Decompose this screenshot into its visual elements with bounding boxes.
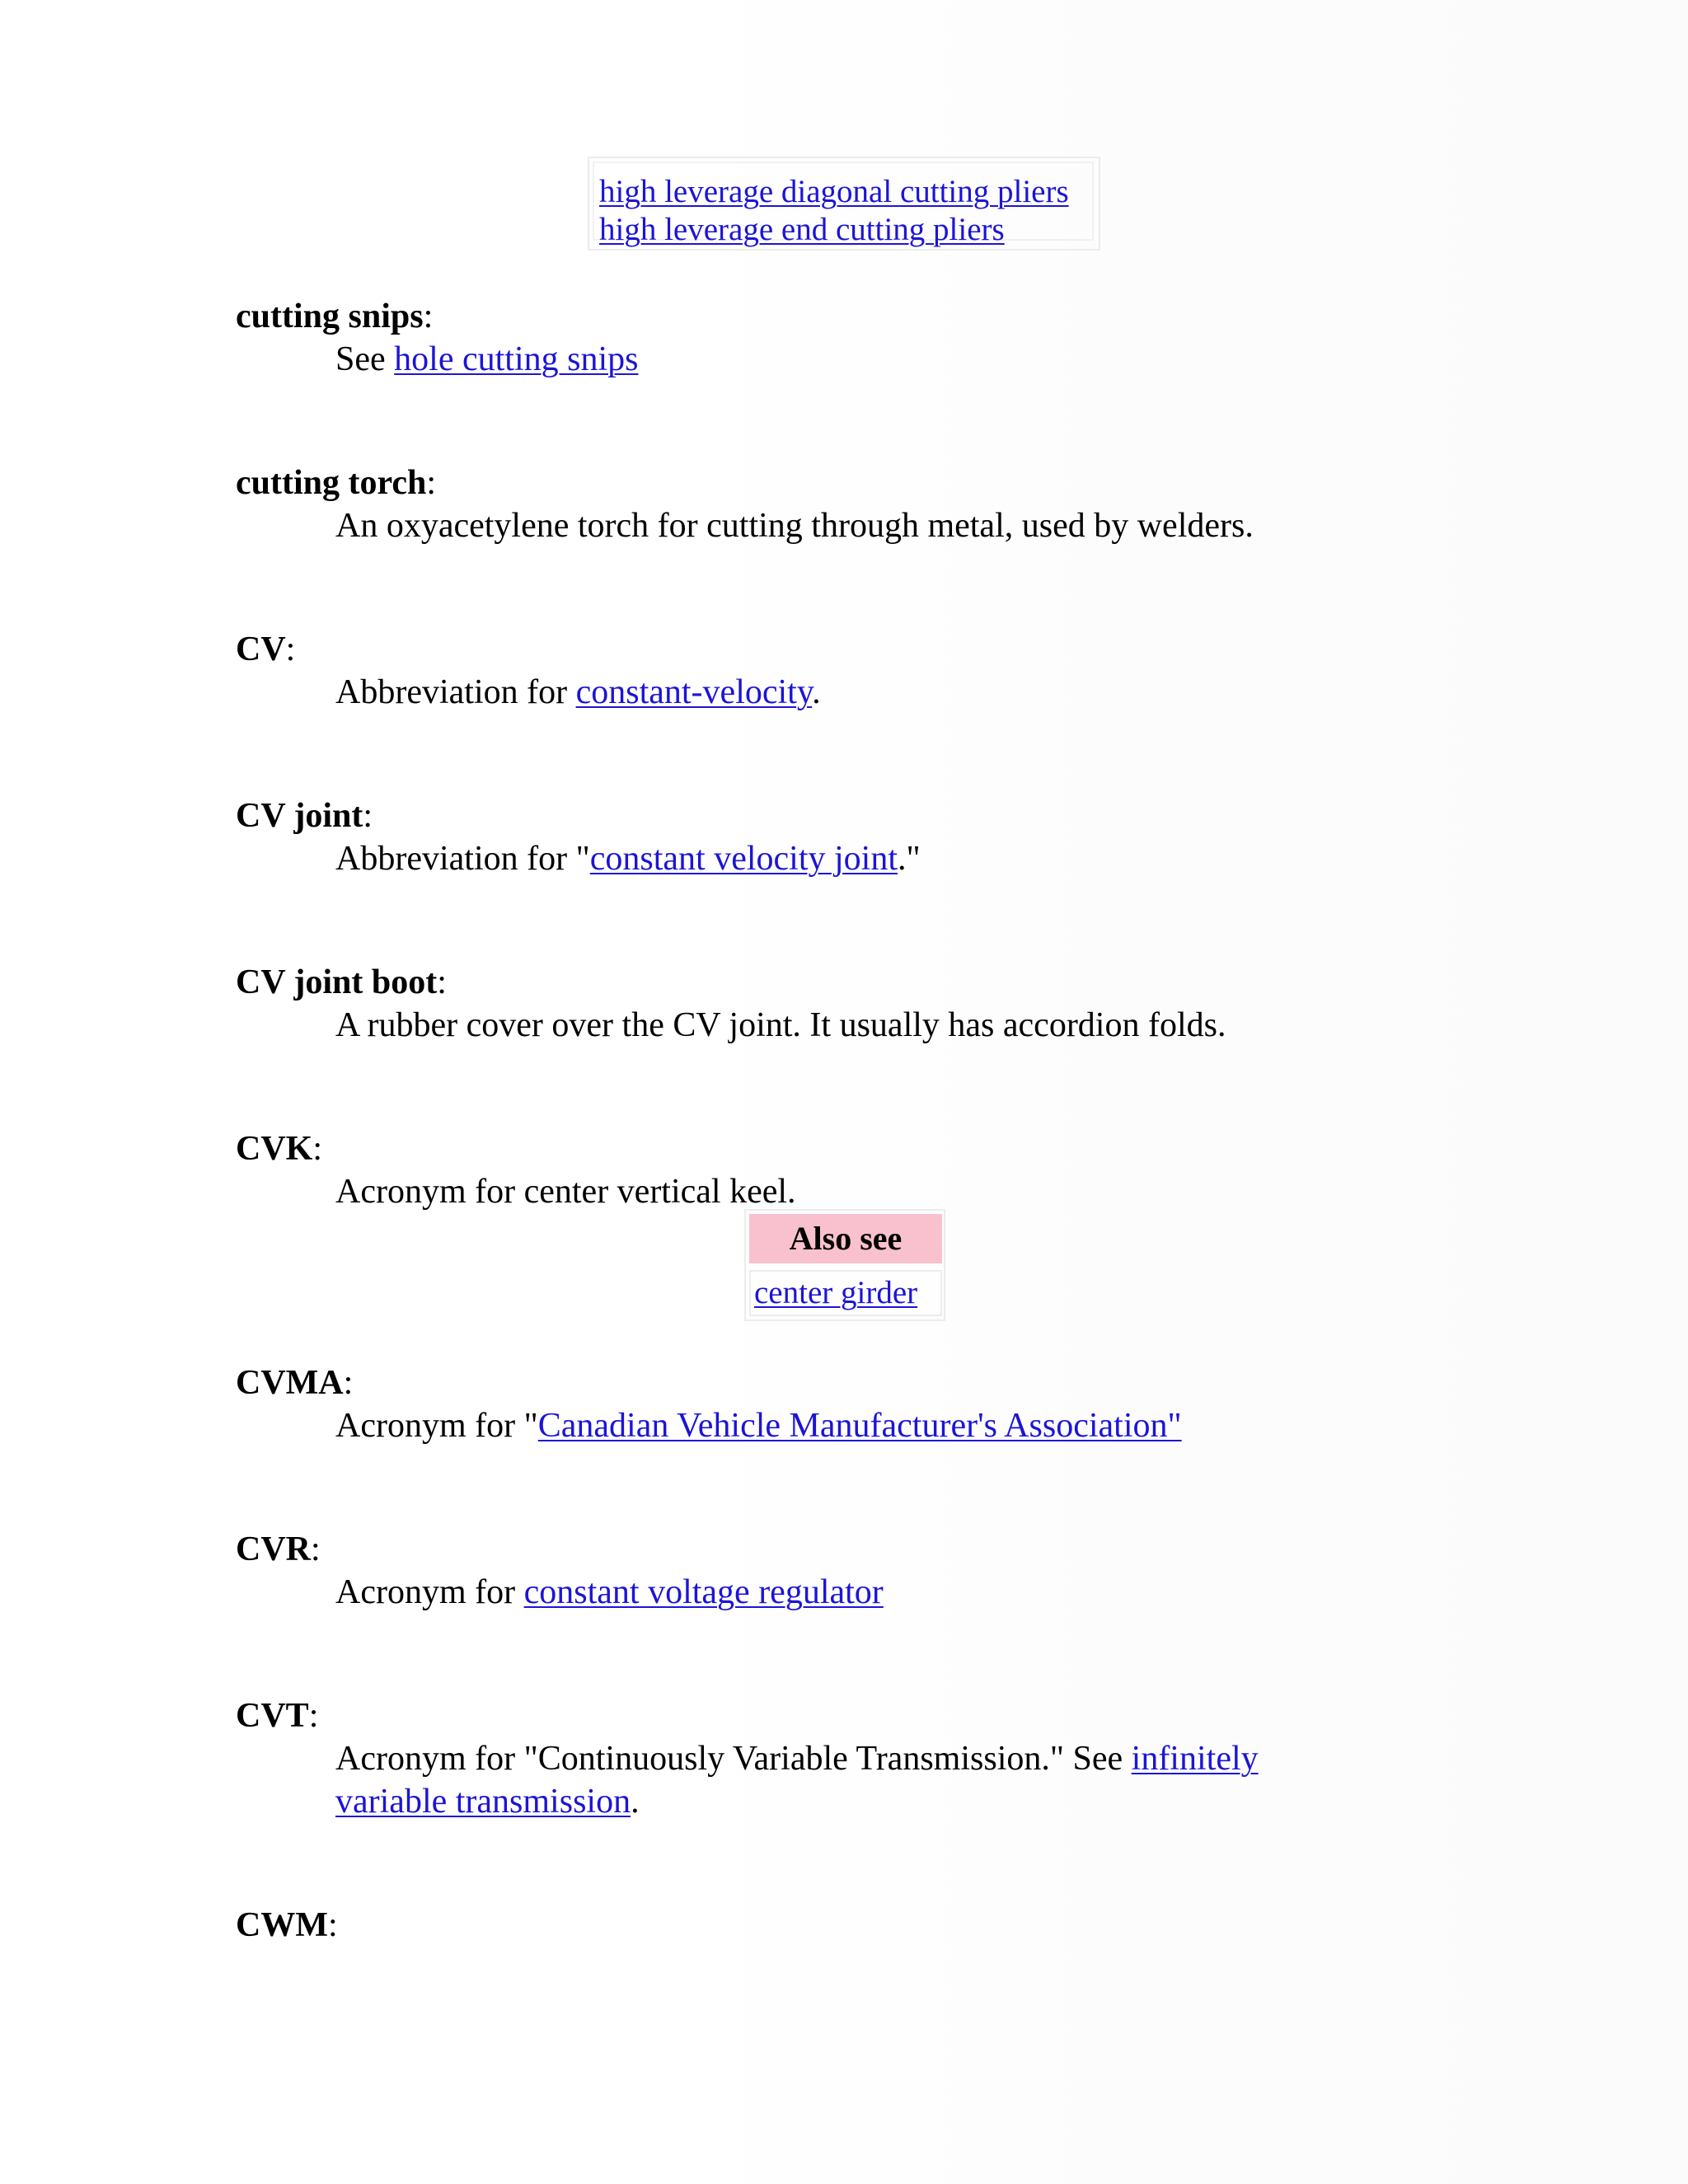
glossary-entry [236,462,1390,547]
definition [335,1404,1440,1447]
term-colon: : [423,298,434,335]
glossary-entry [236,1361,1390,1447]
glossary-entry [236,1694,1390,1823]
glossary-entry [236,295,1390,381]
definition-text: Acronym for "Continuously Variable Transmission." See [335,1740,1132,1778]
definition [335,671,1440,714]
also-see-header: Also see [749,1214,942,1263]
glossary-entry [236,961,1390,1047]
term-colon: : [426,464,437,502]
definition-text: Abbreviation for [335,673,576,711]
definition [335,837,1440,880]
definition-text: Abbreviation for " [335,840,590,878]
related-links-box [588,157,1100,251]
definition: Acronym for center vertical keel. [335,1173,796,1211]
definition [335,1571,1440,1614]
definition: An oxyacetylene torch for cutting through metal, used by welders. [335,507,1254,545]
term-line [236,1694,1390,1737]
definition [335,1737,1341,1823]
also-see-link-center-girder[interactable]: center girder [754,1275,918,1310]
term: cutting snips [236,298,424,335]
definition-text: . [631,1783,640,1821]
definition-link[interactable]: constant voltage regulator [523,1573,884,1611]
term-line [236,628,1390,671]
term-line [236,794,1390,837]
term-colon: : [327,1906,338,1944]
term-colon: : [343,1364,354,1402]
term: CV joint boot [236,963,438,1001]
related-link-diagonal-pliers[interactable]: high leverage diagonal cutting pliers [599,174,1069,209]
term-line [236,1904,1390,1947]
term-colon: : [311,1530,321,1568]
term-line [236,1528,1390,1571]
term-colon: : [308,1697,319,1735]
term: CWM [236,1906,328,1944]
term: CVMA [236,1364,344,1402]
definition-text: Acronym for " [335,1407,538,1445]
term-line [236,295,1390,338]
term: CVT [236,1697,309,1735]
glossary-entry [236,794,1390,880]
definition-text: Acronym for [335,1573,524,1611]
definition-link[interactable]: hole cutting snips [394,340,639,378]
definition-text: . [812,673,821,711]
definition-link[interactable]: constant-velocity [575,673,813,711]
definition-text: See [335,340,395,378]
definition-link[interactable]: infinitely variable transmission [335,1740,1259,1821]
term-line [236,1361,1390,1404]
definition-link[interactable]: constant velocity joint [589,840,898,878]
glossary-entry [236,1528,1390,1614]
term: CVK [236,1130,313,1168]
glossary-entry [236,1904,1390,1947]
definition [335,338,1440,381]
term: cutting torch [236,464,427,502]
definition-text: ." [898,840,921,878]
term-colon: : [285,630,296,668]
term-line [236,961,1390,1004]
term-colon: : [312,1130,323,1168]
term: CVR [236,1530,311,1568]
also-see-box [744,1209,945,1321]
term: CV joint [236,797,363,835]
term: CV [236,630,286,668]
glossary-entry [236,1127,1390,1213]
definition: A rubber cover over the CV joint. It usually has accordion folds. [335,1006,1226,1044]
related-links-cell [593,162,1094,247]
term-line [236,1127,1390,1170]
related-link-end-pliers[interactable]: high leverage end cutting pliers [599,212,1005,247]
term-line [236,462,1390,504]
also-see-cell [749,1270,942,1316]
glossary-entry [236,628,1390,714]
term-colon: : [363,797,373,835]
definition-link[interactable]: Canadian Vehicle Manufacturer's Association" [537,1407,1182,1445]
term-colon: : [437,963,447,1001]
